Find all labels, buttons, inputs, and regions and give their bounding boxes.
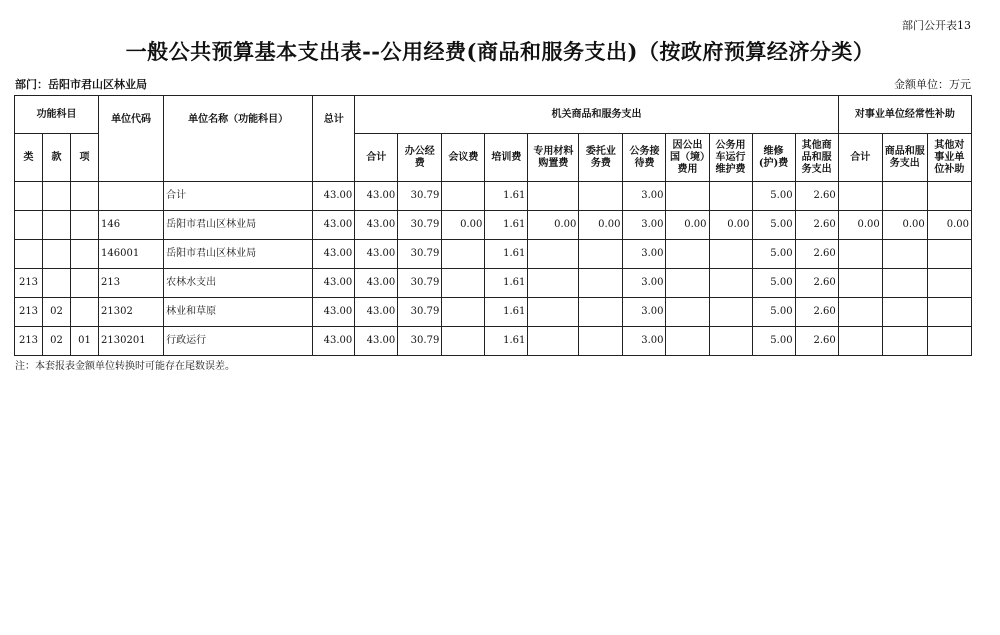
cell-value: 0.00 — [838, 211, 882, 240]
header-org-col: 公务接待费 — [623, 134, 666, 182]
cell-value: 2.60 — [795, 240, 838, 269]
cell-value: 0.00 — [528, 211, 579, 240]
cell-value: 3.00 — [623, 298, 666, 327]
cell-value: 1.61 — [485, 240, 528, 269]
cell-value — [838, 240, 882, 269]
cell-value: 43.00 — [355, 240, 398, 269]
cell-value — [579, 327, 623, 356]
cell-value: 3.00 — [623, 327, 666, 356]
cell-value: 5.00 — [752, 269, 795, 298]
expenditure-table — [14, 95, 972, 356]
cell-lei: 213 — [15, 269, 43, 298]
table-row — [15, 182, 972, 211]
cell-lei — [15, 211, 43, 240]
cell-value — [927, 298, 971, 327]
header-func-subject: 功能科目 — [15, 96, 99, 134]
cell-value: 0.00 — [442, 211, 485, 240]
cell-value — [927, 182, 971, 211]
cell-value: 43.00 — [355, 211, 398, 240]
cell-value — [838, 298, 882, 327]
header-sub-col: 其他对事业单位补助 — [927, 134, 971, 182]
cell-xiang — [71, 182, 99, 211]
cell-xiang — [71, 269, 99, 298]
table-row — [15, 327, 972, 356]
table-row — [15, 240, 972, 269]
cell-value: 5.00 — [752, 240, 795, 269]
header-org-col: 合计 — [355, 134, 398, 182]
cell-value: 2.60 — [795, 211, 838, 240]
cell-value: 0.00 — [927, 211, 971, 240]
header-org-col: 委托业务费 — [579, 134, 623, 182]
cell-value: 1.61 — [485, 298, 528, 327]
cell-value — [528, 327, 579, 356]
cell-value: 3.00 — [623, 211, 666, 240]
cell-value — [666, 240, 709, 269]
cell-value — [709, 269, 752, 298]
cell-value: 43.00 — [355, 298, 398, 327]
cell-value: 30.79 — [398, 327, 442, 356]
cell-name: 农林水支出 — [164, 269, 313, 298]
cell-value — [666, 269, 709, 298]
cell-value: 30.79 — [398, 240, 442, 269]
cell-code: 213 — [99, 269, 164, 298]
header-lei: 类 — [15, 134, 43, 182]
cell-name: 合计 — [164, 182, 313, 211]
cell-value — [666, 327, 709, 356]
cell-name: 岳阳市君山区林业局 — [164, 211, 313, 240]
cell-value: 3.00 — [623, 240, 666, 269]
page-title: 一般公共预算基本支出表--公用经费(商品和服务支出)（按政府预算经济分类） — [125, 39, 875, 64]
cell-value — [666, 298, 709, 327]
amount-unit-label: 金额单位：万元 — [894, 78, 971, 91]
cell-code: 146 — [99, 211, 164, 240]
cell-value: 30.79 — [398, 269, 442, 298]
cell-value: 43.00 — [313, 211, 355, 240]
cell-xiang — [71, 211, 99, 240]
cell-value: 0.00 — [882, 211, 927, 240]
cell-value: 43.00 — [355, 327, 398, 356]
cell-xiang: 01 — [71, 327, 99, 356]
cell-value — [709, 182, 752, 211]
cell-name: 林业和草原 — [164, 298, 313, 327]
cell-value: 43.00 — [313, 182, 355, 211]
cell-value: 5.00 — [752, 182, 795, 211]
cell-value: 1.61 — [485, 211, 528, 240]
cell-name: 岳阳市君山区林业局 — [164, 240, 313, 269]
cell-value: 43.00 — [313, 327, 355, 356]
cell-value — [442, 298, 485, 327]
cell-value — [666, 182, 709, 211]
report-number-label: 部门公开表13 — [902, 19, 971, 32]
cell-value: 43.00 — [313, 298, 355, 327]
cell-value — [927, 327, 971, 356]
cell-value: 1.61 — [485, 269, 528, 298]
header-org-col: 维修(护)费 — [752, 134, 795, 182]
header-org-col: 会议费 — [442, 134, 485, 182]
cell-value — [838, 182, 882, 211]
cell-value — [528, 240, 579, 269]
header-kuan: 款 — [43, 134, 71, 182]
cell-value: 1.61 — [485, 327, 528, 356]
header-unit-name: 单位名称（功能科目） — [164, 96, 313, 182]
cell-value — [579, 298, 623, 327]
cell-xiang — [71, 240, 99, 269]
cell-value: 2.60 — [795, 298, 838, 327]
cell-value: 30.79 — [398, 211, 442, 240]
cell-value: 0.00 — [709, 211, 752, 240]
cell-kuan: 02 — [43, 327, 71, 356]
cell-lei: 213 — [15, 298, 43, 327]
cell-value — [882, 182, 927, 211]
cell-value: 43.00 — [355, 269, 398, 298]
cell-value — [927, 269, 971, 298]
cell-value — [528, 182, 579, 211]
cell-code: 21302 — [99, 298, 164, 327]
cell-value — [442, 240, 485, 269]
header-total: 总计 — [313, 96, 355, 182]
cell-value: 5.00 — [752, 298, 795, 327]
cell-value — [882, 298, 927, 327]
table-row — [15, 298, 972, 327]
cell-value — [838, 327, 882, 356]
cell-value: 30.79 — [398, 298, 442, 327]
cell-name: 行政运行 — [164, 327, 313, 356]
cell-value — [442, 327, 485, 356]
table-row — [15, 211, 972, 240]
header-sub-col: 商品和服务支出 — [882, 134, 927, 182]
cell-value — [709, 240, 752, 269]
cell-value: 2.60 — [795, 182, 838, 211]
cell-value — [579, 182, 623, 211]
cell-value — [442, 182, 485, 211]
cell-value — [709, 298, 752, 327]
cell-value — [528, 269, 579, 298]
header-unit-code: 单位代码 — [99, 96, 164, 182]
cell-lei: 213 — [15, 327, 43, 356]
cell-kuan: 02 — [43, 298, 71, 327]
cell-value — [838, 269, 882, 298]
cell-value — [709, 327, 752, 356]
header-org-col: 培训费 — [485, 134, 528, 182]
cell-lei — [15, 240, 43, 269]
cell-value — [579, 240, 623, 269]
header-org-col: 因公出国（境）费用 — [666, 134, 709, 182]
cell-value — [579, 269, 623, 298]
cell-value: 43.00 — [313, 240, 355, 269]
cell-kuan — [43, 240, 71, 269]
cell-value — [882, 269, 927, 298]
cell-value: 0.00 — [666, 211, 709, 240]
cell-kuan — [43, 182, 71, 211]
cell-code — [99, 182, 164, 211]
department-label: 部门：岳阳市君山区林业局 — [15, 78, 147, 91]
cell-value: 43.00 — [313, 269, 355, 298]
header-sub-col: 合计 — [838, 134, 882, 182]
table-row — [15, 269, 972, 298]
cell-xiang — [71, 298, 99, 327]
cell-value: 3.00 — [623, 182, 666, 211]
cell-value: 30.79 — [398, 182, 442, 211]
cell-value — [882, 327, 927, 356]
header-org-col: 办公经费 — [398, 134, 442, 182]
header-group-sub: 对事业单位经常性补助 — [838, 96, 971, 134]
header-org-col: 其他商品和服务支出 — [795, 134, 838, 182]
header-org-col: 专用材料购置费 — [528, 134, 579, 182]
footnote: 注：本套报表金额单位转换时可能存在尾数误差。 — [15, 361, 235, 372]
cell-value — [882, 240, 927, 269]
header-group-org: 机关商品和服务支出 — [355, 96, 838, 134]
cell-value: 3.00 — [623, 269, 666, 298]
cell-value — [528, 298, 579, 327]
cell-value: 5.00 — [752, 327, 795, 356]
cell-value: 1.61 — [485, 182, 528, 211]
header-xiang: 项 — [71, 134, 99, 182]
cell-value: 5.00 — [752, 211, 795, 240]
cell-code: 2130201 — [99, 327, 164, 356]
cell-code: 146001 — [99, 240, 164, 269]
cell-kuan — [43, 269, 71, 298]
cell-value — [442, 269, 485, 298]
cell-kuan — [43, 211, 71, 240]
cell-value: 2.60 — [795, 327, 838, 356]
cell-value — [927, 240, 971, 269]
cell-lei — [15, 182, 43, 211]
cell-value: 2.60 — [795, 269, 838, 298]
header-org-col: 公务用车运行维护费 — [709, 134, 752, 182]
cell-value: 0.00 — [579, 211, 623, 240]
cell-value: 43.00 — [355, 182, 398, 211]
